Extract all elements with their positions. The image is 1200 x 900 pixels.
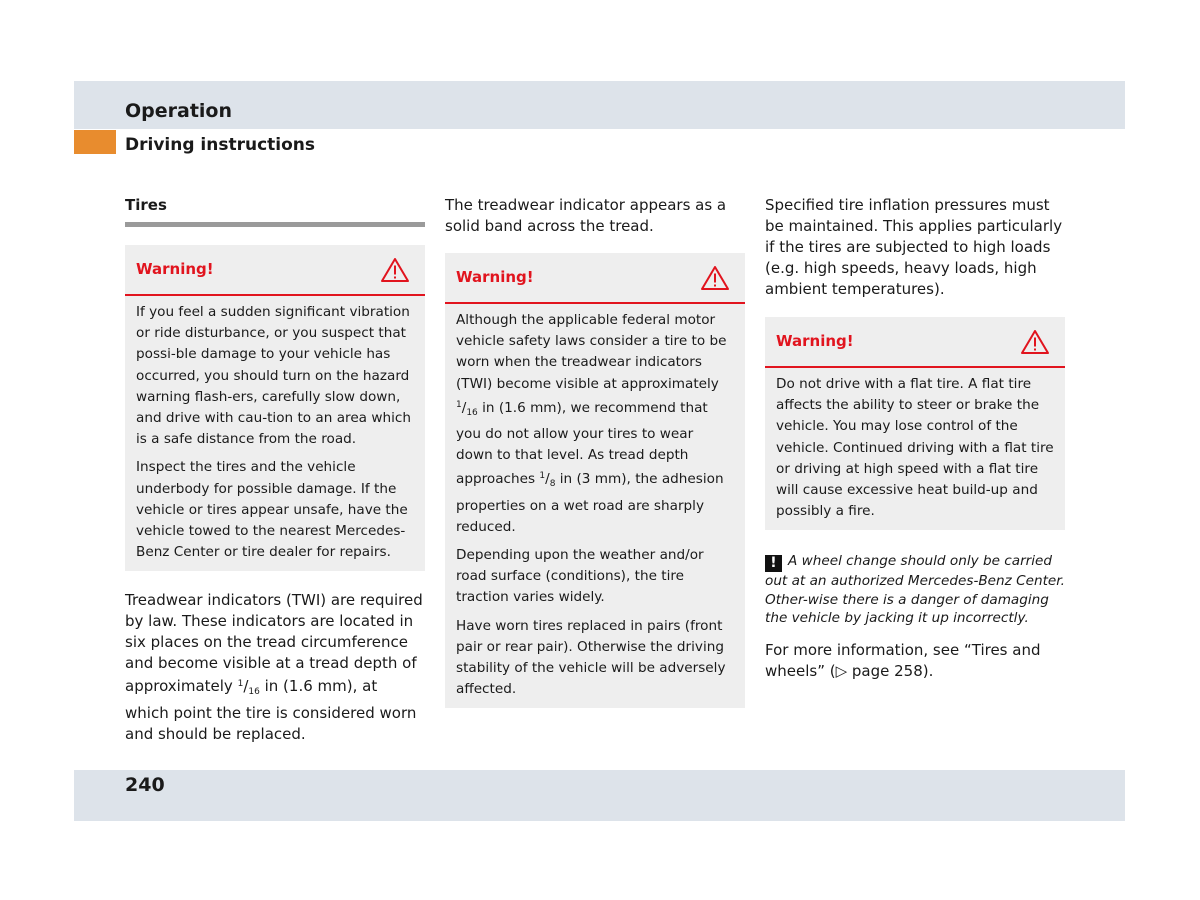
warning-header [445,253,745,304]
warning-triangle-icon [380,257,410,283]
warning-body [765,368,1065,530]
fraction-denominator: 8 [549,479,556,490]
fraction-numerator: 1 [456,399,462,410]
subsection-title: Driving instructions [125,135,316,155]
warning-triangle-icon [700,265,730,291]
exclamation-icon: ! [765,555,782,572]
warning-label: Warning! [776,332,854,350]
fraction-denominator: 16 [466,407,478,418]
warning-header [765,317,1065,368]
warning-triangle-icon [1020,329,1050,355]
note-paragraph [765,552,1065,628]
warning-header [125,245,425,296]
note-text: A wheel change should only be carried out at an authorized Mercedes-Benz Center. Other-wise there is a danger of damaging the vehicle by jacking it up incorrectly. [765,553,1065,627]
fraction-numerator: 1 [237,679,244,690]
warning-paragraph: Do not drive with a flat tire. A flat tire affects the ability to steer or brake the vehicle. You may lose control of the vehicle. Continued driving with a flat tire or driving at high speed with a flat tire will cause excessive heat build-up and possibly a fire. [776,376,1054,520]
heading-rule [125,222,425,227]
warning-box-1 [125,245,425,571]
more-info-paragraph: For more information, see “Tires and wheels” (▷ page 258). [765,640,1041,680]
intro-paragraph: The treadwear indicator appears as a solid band across the tread. [445,196,727,235]
tires-heading: Tires [125,196,167,214]
warning-paragraph [456,310,734,538]
body-text: Treadwear indicators (TWI) are required by law. These indicators are located in six places on the tread circumference and become visible at a tread depth of approximately [125,591,423,696]
fraction-denominator: 16 [248,687,260,698]
fraction: $^1/_{16}$ [456,399,478,418]
warning-paragraph: Inspect the tires and the vehicle underbody for possible damage. If the vehicle or tires appear unsafe, have the vehicle towed to the nearest Mercedes-Benz Center or tire dealer for repairs. [136,459,408,561]
page-number: 240 [125,774,165,796]
fraction: $^1/_8$ [539,471,556,490]
warning-box-2 [445,253,745,708]
warning-label: Warning! [456,268,534,286]
warning-text: in (3 mm), the adhesion properties on a wet road are sharply reduced. [456,471,724,535]
warning-box-3 [765,317,1065,530]
intro-paragraph: Specified tire inflation pressures must be maintained. This applies particularly if the tires are subjected to high loads (e.g. high speeds, heavy loads, high ambient temperatures). [765,196,1063,298]
warning-body [445,304,745,708]
footer-band [74,770,1125,821]
warning-label: Warning! [136,260,214,278]
warning-paragraph: Have worn tires replaced in pairs (front pair or rear pair). Otherwise the driving stability of the vehicle will be adversely affected. [456,617,726,698]
warning-text: Although the applicable federal motor vehicle safety laws consider a tire to be worn when the treadwear indicators (TWI) become visible at approximately [456,312,727,392]
warning-paragraph: Depending upon the weather and/or road surface (conditions), the tire traction varies widely. [456,547,704,606]
section-tab-marker [74,130,116,154]
body-paragraph [125,590,425,745]
column-3 [765,195,1065,682]
section-title: Operation [125,100,233,122]
warning-text: in (1.6 mm), we recommend that you do not allow your tires to wear down to that level. As tread depth approaches [456,399,708,488]
column-2 [445,195,745,722]
body-text: in (1.6 mm), at which point the tire is considered worn and should be replaced. [125,677,417,744]
fraction-numerator: 1 [539,471,546,482]
column-1 [125,195,425,745]
warning-body [125,296,425,571]
warning-paragraph: If you feel a sudden significant vibration or ride disturbance, or you suspect that possi-ble damage to your vehicle has occurred, you should turn on the hazard warning flash-ers, carefully slow down, and drive with cau-tion to an area which is a safe distance from the road. [136,304,411,448]
fraction: $^1/_{16}$ [237,677,260,698]
